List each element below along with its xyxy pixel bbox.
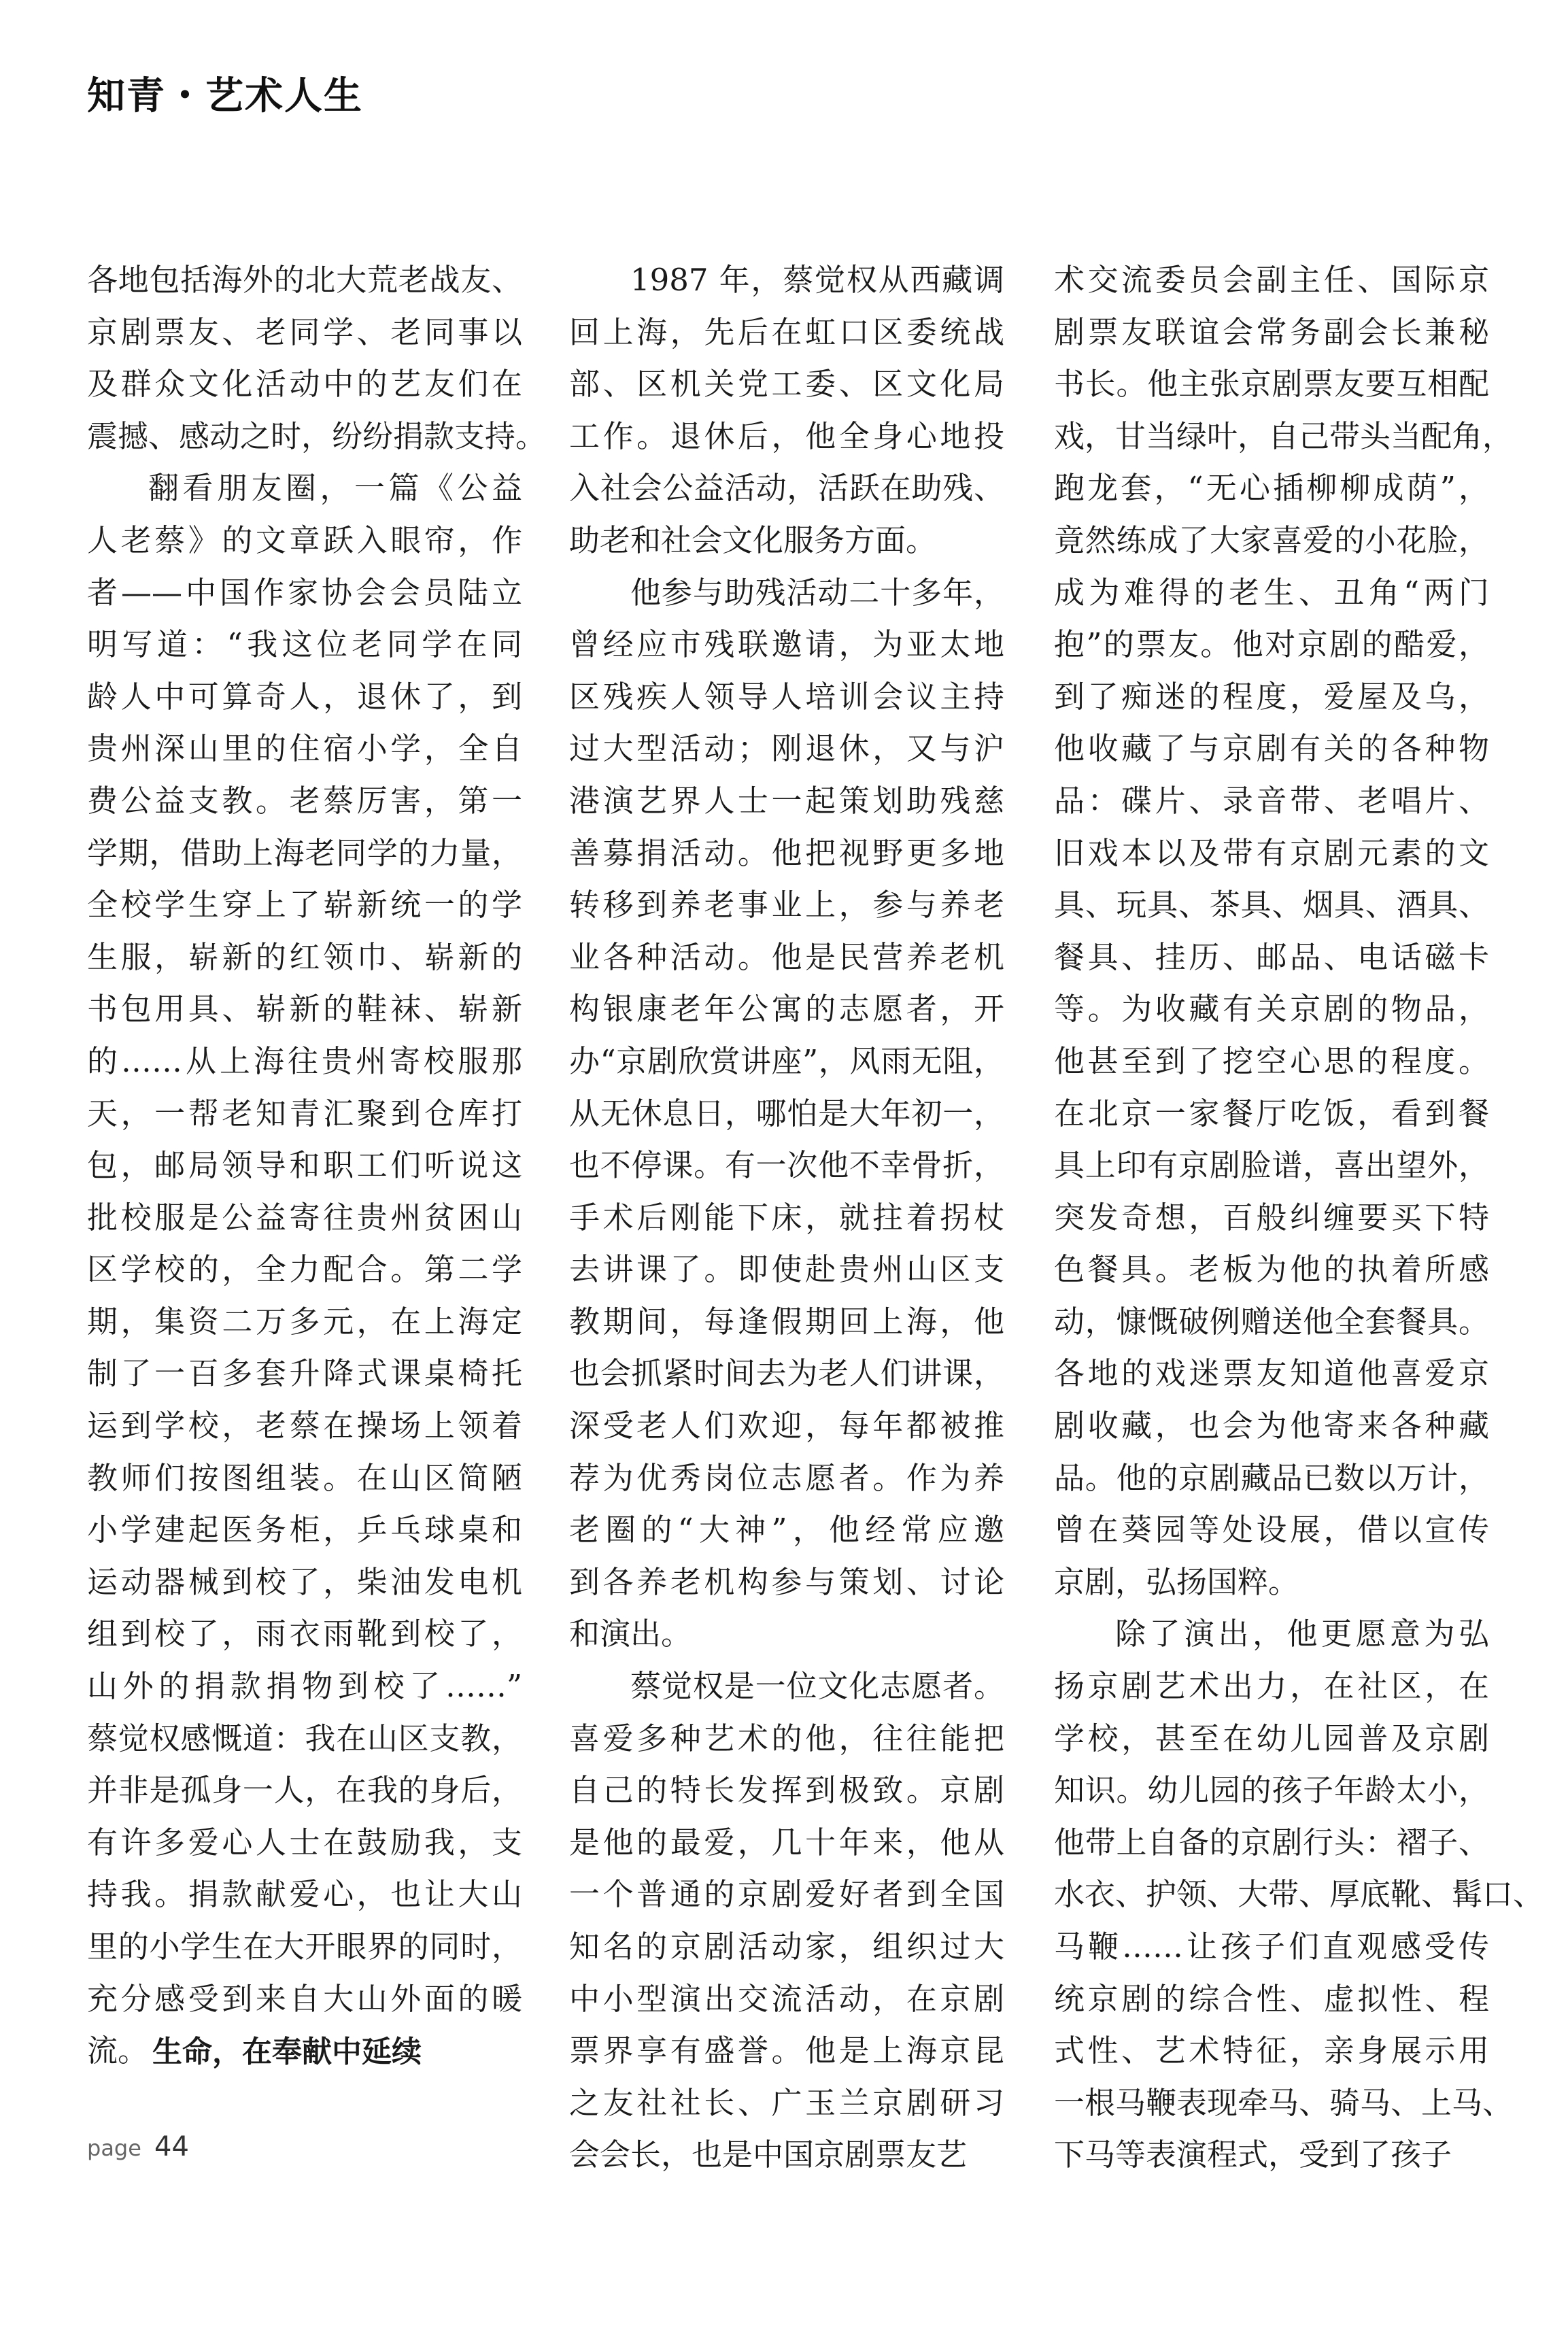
text-line: 1987 年，蔡觉权从西藏调 — [630, 262, 1004, 298]
text-line: 京剧票友、老同学、老同事以 — [87, 313, 522, 350]
text-line: 学校，甚至在幼儿园普及京剧 — [1054, 1720, 1489, 1756]
text-line: 品。他的京剧藏品已数以万计， — [1054, 1459, 1489, 1496]
text-line: 包，邮局领导和职工们听说这 — [87, 1147, 522, 1184]
section-title: 知青・艺术人生 — [87, 74, 363, 118]
text-line: 运动器械到校了，柴油发电机 — [87, 1563, 522, 1600]
text-line: 他甚至到了挖空心思的程度。 — [1054, 1042, 1489, 1079]
text-line: 组到校了，雨衣雨靴到校了， — [87, 1616, 522, 1652]
text-line: 剧票友联谊会常务副会长兼秘 — [1054, 313, 1489, 350]
text-line: 等。为收藏有关京剧的物品， — [1054, 991, 1489, 1027]
text-line: 明写道：“我这位老同学在同 — [87, 626, 522, 663]
text-line: 天，一帮老知青汇聚到仓库打 — [87, 1095, 522, 1132]
text-line: 中小型演出交流活动，在京剧 — [569, 1980, 1004, 2017]
paragraph — [87, 462, 522, 2077]
text-line: 喜爱多种艺术的他，往往能把 — [569, 1720, 1004, 1756]
article-column-1 — [87, 254, 547, 2077]
text-line: 人老蔡》的文章跃入眼帘，作 — [87, 522, 522, 558]
text-line: 曾经应市残联邀请，为亚太地 — [569, 626, 1004, 663]
text-line: 从无休息日，哪怕是大年初一， — [569, 1095, 1004, 1132]
text-line: 去讲课了。即使赴贵州山区支 — [569, 1251, 1004, 1288]
text-line: 里的小学生在大开眼界的同时， — [87, 1928, 522, 1965]
text-line: 贵州深山里的住宿小学，全自 — [87, 730, 522, 767]
text-line: 知识。幼儿园的孩子年龄太小， — [1054, 1772, 1489, 1809]
text-line: 品：碟片、录音带、老唱片、 — [1054, 782, 1489, 819]
text-line: 式性、艺术特征，亲身展示用 — [1054, 2033, 1489, 2069]
text-line: 并非是孤身一人，在我的身后， — [87, 1772, 522, 1809]
page-label: page — [87, 2135, 141, 2161]
text-line: 具、玩具、茶具、烟具、酒具、 — [1054, 887, 1489, 923]
article-column-3 — [1054, 254, 1544, 2181]
text-line: 翻看朋友圈，一篇《公益 — [148, 470, 522, 507]
text-line: 跑龙套，“无心插柳柳成荫”， — [1054, 470, 1489, 507]
text-line: 费公益支教。老蔡厉害，第一 — [87, 782, 522, 819]
text-line: 和演出。 — [569, 1616, 692, 1652]
text-line: 工作。退休后，他全身心地投 — [569, 418, 1004, 454]
text-line: 旧戏本以及带有京剧元素的文 — [1054, 834, 1489, 871]
text-line: 龄人中可算奇人，退休了，到 — [87, 678, 522, 715]
text-line: 术交流委员会副主任、国际京 — [1054, 262, 1489, 298]
text-line: 他带上自备的京剧行头：褶子、 — [1054, 1824, 1489, 1860]
page-footer — [87, 2131, 189, 2162]
text-line: 有许多爱心人士在鼓励我，支 — [87, 1824, 522, 1860]
text-line: 教期间，每逢假期回上海，他 — [569, 1303, 1004, 1340]
text-line: 抱”的票友。他对京剧的酷爱， — [1054, 626, 1489, 663]
text-line: 入社会公益活动，活跃在助残、 — [569, 470, 1004, 507]
text-line: 京剧，弘扬国粹。 — [1054, 1563, 1299, 1600]
text-line: 及群众文化活动中的艺友们在 — [87, 366, 522, 403]
text-line: 竟然练成了大家喜爱的小花脸， — [1054, 522, 1489, 558]
text-line: 港演艺界人士一起策划助残慈 — [569, 782, 1004, 819]
text-line: 书包用具、崭新的鞋袜、崭新 — [87, 991, 522, 1027]
text-line: 各地的戏迷票友知道他喜爱京 — [1054, 1355, 1489, 1392]
text-line: 荐为优秀岗位志愿者。作为养 — [569, 1459, 1004, 1496]
paragraph — [1054, 254, 1514, 1608]
text-line: 批校服是公益寄往贵州贫困山 — [87, 1199, 522, 1236]
text-line: 手术后刚能下床，就拄着拐杖 — [569, 1199, 1004, 1236]
text-line: 知名的京剧活动家，组织过大 — [569, 1928, 1004, 1965]
text-line: 期，集资二万多元，在上海定 — [87, 1303, 522, 1340]
text-line: 流。 — [87, 2033, 149, 2069]
text-line: 区学校的，全力配合。第二学 — [87, 1251, 522, 1288]
text-line: 他收藏了与京剧有关的各种物 — [1054, 730, 1489, 767]
text-line: 教师们按图组装。在山区简陋 — [87, 1459, 522, 1496]
text-line: 具上印有京剧脸谱，喜出望外， — [1054, 1147, 1489, 1184]
page-number: 44 — [154, 2131, 189, 2162]
text-line: 助老和社会文化服务方面。 — [569, 522, 937, 558]
text-line: 全校学生穿上了崭新统一的学 — [87, 887, 522, 923]
text-line: 马鞭……让孩子们直观感受传 — [1054, 1928, 1489, 1965]
text-line: 在北京一家餐厅吃饭，看到餐 — [1054, 1095, 1489, 1132]
text-line: 业各种活动。他是民营养老机 — [569, 938, 1004, 975]
text-line: 的……从上海往贵州寄校服那 — [87, 1042, 522, 1079]
text-line: 戏，甘当绿叶，自己带头当配角， — [1054, 418, 1514, 454]
text-line: 转移到养老事业上，参与养老 — [569, 887, 1004, 923]
text-line: 是他的最爱，几十年来，他从 — [569, 1824, 1004, 1860]
text-line: 突发奇想，百般纠缠要买下特 — [1054, 1199, 1489, 1236]
text-line: 蔡觉权感慨道：我在山区支教， — [87, 1720, 522, 1756]
article-column-2 — [569, 254, 1004, 2181]
text-line: 餐具、挂历、邮品、电话磁卡 — [1054, 938, 1489, 975]
text-line: 办“京剧欣赏讲座”，风雨无阻， — [569, 1042, 1004, 1079]
text-line: 部、区机关党工委、区文化局 — [569, 366, 1004, 403]
text-line: 一根马鞭表现牵马、骑马、上马、 — [1054, 2084, 1514, 2121]
text-line: 水衣、护领、大带、厚底靴、髯口、 — [1054, 1876, 1544, 1913]
text-line: 成为难得的老生、丑角“两门 — [1054, 574, 1489, 611]
text-line: 各地包括海外的北大荒老战友、 — [87, 262, 522, 298]
text-line: 色餐具。老板为他的执着所感 — [1054, 1251, 1489, 1288]
paragraph — [87, 254, 547, 462]
text-line: 扬京剧艺术出力，在社区，在 — [1054, 1668, 1489, 1705]
text-line: 会会长，也是中国京剧票友艺 — [569, 2137, 968, 2173]
text-line: 统京剧的综合性、虚拟性、程 — [1054, 1980, 1489, 2017]
text-line: 书长。他主张京剧票友要互相配 — [1054, 366, 1489, 403]
text-line: 区残疾人领导人培训会议主持 — [569, 678, 1004, 715]
text-line: 票界享有盛誉。他是上海京昆 — [569, 2033, 1004, 2069]
text-line: 曾在葵园等处设展，借以宣传 — [1054, 1512, 1489, 1548]
text-line: 动，慷慨破例赠送他全套餐具。 — [1054, 1303, 1489, 1340]
text-line: 除了演出，他更愿意为弘 — [1115, 1616, 1489, 1652]
text-line: 到各养老机构参与策划、讨论 — [569, 1563, 1004, 1600]
text-line: 震撼、感动之时，纷纷捐款支持。 — [87, 418, 547, 454]
text-line: 者——中国作家协会会员陆立 — [87, 574, 522, 611]
paragraph — [1054, 1608, 1544, 2181]
text-line: 制了一百多套升降式课桌椅托 — [87, 1355, 522, 1392]
text-line: 一个普通的京剧爱好者到全国 — [569, 1876, 1004, 1913]
text-line: 之友社社长、广玉兰京剧研习 — [569, 2084, 1004, 2121]
text-line: 回上海，先后在虹口区委统战 — [569, 313, 1004, 350]
text-line: 山外的捐款捐物到校了……” — [87, 1668, 522, 1705]
text-line: 小学建起医务柜，乒乓球桌和 — [87, 1512, 522, 1548]
text-line: 生服，崭新的红领巾、崭新的 — [87, 938, 522, 975]
text-line: 运到学校，老蔡在操场上领着 — [87, 1408, 522, 1444]
text-line: 学期，借助上海老同学的力量， — [87, 834, 522, 871]
text-line: 蔡觉权是一位文化志愿者。 — [630, 1668, 1004, 1705]
text-line: 也不停课。有一次他不幸骨折， — [569, 1147, 1004, 1184]
text-line: 到了痴迷的程度，爱屋及乌， — [1054, 678, 1489, 715]
text-line: 过大型活动；刚退休，又与沪 — [569, 730, 1004, 767]
paragraph — [569, 254, 1004, 567]
paragraph — [569, 1661, 1004, 2181]
text-line: 也会抓紧时间去为老人们讲课， — [569, 1355, 1004, 1392]
text-line: 下马等表演程式，受到了孩子 — [1054, 2137, 1452, 2173]
text-line: 深受老人们欢迎，每年都被推 — [569, 1408, 1004, 1444]
text-line: 善募捐活动。他把视野更多地 — [569, 834, 1004, 871]
text-line: 充分感受到来自大山外面的暖 — [87, 1980, 522, 2017]
text-line: 构银康老年公寓的志愿者，开 — [569, 991, 1004, 1027]
text-line: 剧收藏，也会为他寄来各种藏 — [1054, 1408, 1489, 1444]
text-line: 老圈的“大神”，他经常应邀 — [569, 1512, 1004, 1548]
text-line: 持我。捐款献爱心，也让大山 — [87, 1876, 522, 1913]
text-line: 自己的特长发挥到极致。京剧 — [569, 1772, 1004, 1809]
section-subheading: 生命，在奉献中延续 — [152, 2035, 422, 2069]
paragraph — [569, 567, 1004, 1661]
text-line: 他参与助残活动二十多年， — [630, 574, 1004, 611]
